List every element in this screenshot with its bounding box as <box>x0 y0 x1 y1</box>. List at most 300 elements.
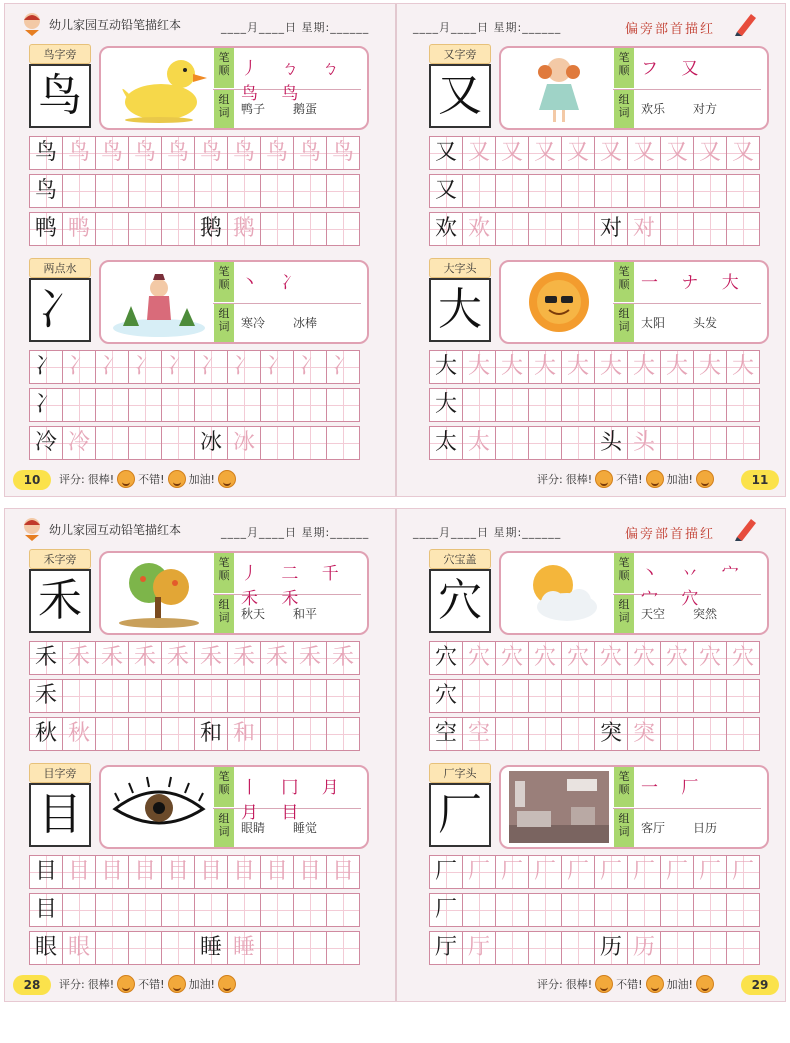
practice-row <box>429 426 769 460</box>
practice-cell: 禾 <box>128 641 162 675</box>
practice-cell: 穴 <box>594 641 628 675</box>
blank-practice-cell[interactable] <box>462 174 496 208</box>
practice-cell: 又 <box>561 136 595 170</box>
blank-practice-cell[interactable] <box>693 931 727 965</box>
blank-practice-cell[interactable] <box>693 174 727 208</box>
blank-practice-cell[interactable] <box>95 174 129 208</box>
practice-cell: 冫 <box>95 350 129 384</box>
practice-cell: 头 <box>627 426 661 460</box>
practice-cell: 对 <box>594 212 628 246</box>
rating-label: 不错! <box>138 978 165 991</box>
rating-label: 很棒! <box>87 978 115 991</box>
practice-cell: 厂 <box>528 855 562 889</box>
practice-cell: 大 <box>693 350 727 384</box>
page-header <box>5 513 391 545</box>
blank-practice-cell[interactable] <box>95 679 129 713</box>
rating-label: 加油! <box>188 473 215 486</box>
blank-practice-cell[interactable] <box>726 426 760 460</box>
practice-cell: 鸟 <box>29 174 63 208</box>
blank-practice-cell[interactable] <box>495 717 529 751</box>
blank-practice-cell[interactable] <box>693 212 727 246</box>
stroke-order: 丿 二 千 禾 禾 <box>241 564 348 609</box>
example-words <box>241 100 345 117</box>
practice-cell: 禾 <box>194 641 228 675</box>
blank-practice-cell[interactable] <box>260 212 294 246</box>
divider <box>213 303 361 304</box>
blank-practice-cell[interactable] <box>627 679 661 713</box>
smiley-face-icon[interactable] <box>595 470 613 488</box>
blank-practice-cell[interactable] <box>660 679 694 713</box>
practice-cell: 欢 <box>429 212 463 246</box>
practice-cell: 厂 <box>429 855 463 889</box>
blank-practice-cell[interactable] <box>561 893 595 927</box>
blank-practice-cell[interactable] <box>128 717 162 751</box>
snow-girl-picture <box>109 266 209 338</box>
practice-cell: 鸭 <box>29 212 63 246</box>
page-number: 11 <box>741 470 779 490</box>
practice-cell: 和 <box>227 717 261 751</box>
practice-cell: 穴 <box>627 641 661 675</box>
blank-practice-cell[interactable] <box>326 717 360 751</box>
page-header <box>399 513 785 545</box>
blank-practice-cell[interactable] <box>227 679 261 713</box>
page-28 <box>5 509 391 1001</box>
example-word: 天空 <box>641 607 666 621</box>
blank-practice-cell[interactable] <box>95 931 129 965</box>
stroke-order: フ 又 <box>641 59 708 79</box>
practice-cell: 空 <box>462 717 496 751</box>
blank-practice-cell[interactable] <box>227 893 261 927</box>
practice-cell: 眼 <box>62 931 96 965</box>
blank-practice-cell[interactable] <box>326 893 360 927</box>
blank-practice-cell[interactable] <box>227 388 261 422</box>
practice-cell: 大 <box>495 350 529 384</box>
radical-label: 穴宝盖 <box>429 549 491 569</box>
blank-practice-cell[interactable] <box>561 931 595 965</box>
date-line: ____月____日 星期:______ <box>413 21 562 34</box>
blank-practice-cell[interactable] <box>528 717 562 751</box>
blank-practice-cell[interactable] <box>260 388 294 422</box>
score-row <box>537 975 714 993</box>
smiley-face-icon[interactable] <box>646 470 664 488</box>
practice-cell: 厂 <box>660 855 694 889</box>
practice-cell: 欢 <box>462 212 496 246</box>
practice-cell: 厂 <box>594 855 628 889</box>
illustration-card <box>499 551 769 635</box>
smiley-face-icon[interactable] <box>218 975 236 993</box>
blank-practice-cell[interactable] <box>326 212 360 246</box>
word-group-tag: 组词 <box>614 595 634 633</box>
practice-cell: 睡 <box>227 931 261 965</box>
practice-cell: 厂 <box>726 855 760 889</box>
blank-practice-cell[interactable] <box>293 717 327 751</box>
blank-practice-cell[interactable] <box>161 212 195 246</box>
practice-cell: 鸟 <box>293 136 327 170</box>
blank-practice-cell[interactable] <box>128 212 162 246</box>
score-row <box>59 975 236 993</box>
divider <box>613 303 761 304</box>
practice-cell: 厂 <box>495 855 529 889</box>
stroke-order-tag: 笔顺 <box>214 262 234 302</box>
smiley-face-icon[interactable] <box>696 975 714 993</box>
blank-practice-cell[interactable] <box>528 893 562 927</box>
practice-row <box>29 931 369 965</box>
example-word: 对方 <box>693 102 718 116</box>
stroke-order: 丶 冫 <box>241 273 308 293</box>
example-word: 和平 <box>293 607 318 621</box>
blank-practice-cell[interactable] <box>293 893 327 927</box>
blank-practice-cell[interactable] <box>194 679 228 713</box>
page-number: 28 <box>13 975 51 995</box>
blank-practice-cell[interactable] <box>194 893 228 927</box>
blank-practice-cell[interactable] <box>627 388 661 422</box>
character-block <box>429 763 769 971</box>
blank-practice-cell[interactable] <box>293 679 327 713</box>
blank-practice-cell[interactable] <box>95 212 129 246</box>
blank-practice-cell[interactable] <box>726 174 760 208</box>
practice-cell: 历 <box>627 931 661 965</box>
practice-cell: 鸟 <box>62 136 96 170</box>
word-group-tag: 组词 <box>614 90 634 128</box>
practice-row <box>29 679 369 713</box>
practice-cell: 穴 <box>429 641 463 675</box>
example-word: 睡觉 <box>293 821 318 835</box>
smiley-face-icon[interactable] <box>168 470 186 488</box>
blank-practice-cell[interactable] <box>594 174 628 208</box>
smiley-face-icon[interactable] <box>117 975 135 993</box>
model-character: 鸟 <box>29 64 91 128</box>
practice-cell: 穴 <box>660 641 694 675</box>
stroke-order: 丨 冂 月 月 目 <box>241 778 348 823</box>
blank-practice-cell[interactable] <box>726 679 760 713</box>
blank-practice-cell[interactable] <box>293 388 327 422</box>
blank-practice-cell[interactable] <box>660 717 694 751</box>
blank-practice-cell[interactable] <box>528 931 562 965</box>
stroke-order: 丶 丷 宀 宀 穴 <box>641 564 748 609</box>
practice-cell: 穴 <box>462 641 496 675</box>
blank-practice-cell[interactable] <box>128 388 162 422</box>
blank-practice-cell[interactable] <box>293 212 327 246</box>
divider <box>613 808 761 809</box>
blank-practice-cell[interactable] <box>627 174 661 208</box>
practice-cell: 厂 <box>693 855 727 889</box>
practice-cell: 又 <box>693 136 727 170</box>
blank-practice-cell[interactable] <box>528 426 562 460</box>
blank-practice-cell[interactable] <box>161 893 195 927</box>
blank-practice-cell[interactable] <box>161 717 195 751</box>
practice-row <box>29 174 369 208</box>
practice-row <box>429 717 769 751</box>
blank-practice-cell[interactable] <box>528 388 562 422</box>
practice-row <box>29 641 369 675</box>
blank-practice-cell[interactable] <box>161 388 195 422</box>
blank-practice-cell[interactable] <box>693 893 727 927</box>
example-words <box>641 100 745 117</box>
practice-cell: 厂 <box>429 893 463 927</box>
page-number: 10 <box>13 470 51 490</box>
room-picture <box>509 771 609 843</box>
model-character: 目 <box>29 783 91 847</box>
blank-practice-cell[interactable] <box>128 679 162 713</box>
blank-practice-cell[interactable] <box>693 717 727 751</box>
practice-cell: 禾 <box>29 641 63 675</box>
blank-practice-cell[interactable] <box>128 931 162 965</box>
practice-cell: 目 <box>62 855 96 889</box>
example-word: 突然 <box>693 607 718 621</box>
date-line: ____月____日 星期:______ <box>221 526 370 539</box>
blank-practice-cell[interactable] <box>326 679 360 713</box>
blank-practice-cell[interactable] <box>495 388 529 422</box>
example-word: 鸭子 <box>241 102 266 116</box>
date-line: ____月____日 星期:______ <box>221 21 370 34</box>
practice-cell: 目 <box>227 855 261 889</box>
practice-cell: 禾 <box>95 641 129 675</box>
practice-cell: 目 <box>161 855 195 889</box>
blank-practice-cell[interactable] <box>726 893 760 927</box>
blank-practice-cell[interactable] <box>128 174 162 208</box>
blank-practice-cell[interactable] <box>161 679 195 713</box>
blank-practice-cell[interactable] <box>726 388 760 422</box>
blank-practice-cell[interactable] <box>660 388 694 422</box>
example-words <box>641 819 745 836</box>
smiley-face-icon[interactable] <box>595 975 613 993</box>
blank-practice-cell[interactable] <box>561 717 595 751</box>
blank-practice-cell[interactable] <box>495 212 529 246</box>
smiley-face-icon[interactable] <box>218 470 236 488</box>
blank-practice-cell[interactable] <box>95 426 129 460</box>
blank-practice-cell[interactable] <box>726 931 760 965</box>
model-character: 厂 <box>429 783 491 847</box>
practice-cell: 目 <box>29 855 63 889</box>
blank-practice-cell[interactable] <box>194 388 228 422</box>
blank-practice-cell[interactable] <box>660 426 694 460</box>
blank-practice-cell[interactable] <box>726 717 760 751</box>
blank-practice-cell[interactable] <box>194 174 228 208</box>
character-block <box>29 258 369 466</box>
blank-practice-cell[interactable] <box>161 174 195 208</box>
brand-title: 幼儿家园互动铅笔描红本 <box>49 18 182 32</box>
radical-label: 鸟字旁 <box>29 44 91 64</box>
blank-practice-cell[interactable] <box>726 212 760 246</box>
practice-cell: 目 <box>194 855 228 889</box>
example-word: 日历 <box>693 821 718 835</box>
word-group-tag: 组词 <box>614 304 634 342</box>
radical-label: 目字旁 <box>29 763 91 783</box>
blank-practice-cell[interactable] <box>495 426 529 460</box>
score-row <box>59 470 236 488</box>
pencil-icon <box>733 10 759 36</box>
score-label: 评分: <box>59 978 85 991</box>
blank-practice-cell[interactable] <box>326 388 360 422</box>
blank-practice-cell[interactable] <box>693 679 727 713</box>
score-label: 评分: <box>59 473 85 486</box>
practice-cell: 冰 <box>194 426 228 460</box>
practice-cell: 冫 <box>62 350 96 384</box>
blank-practice-cell[interactable] <box>293 931 327 965</box>
practice-row <box>29 855 369 889</box>
practice-cell: 和 <box>194 717 228 751</box>
sun-picture <box>509 266 609 338</box>
practice-row <box>429 212 769 246</box>
blank-practice-cell[interactable] <box>260 893 294 927</box>
pencil-icon <box>733 515 759 541</box>
smiley-face-icon[interactable] <box>646 975 664 993</box>
practice-cell: 禾 <box>29 679 63 713</box>
eye-picture <box>109 771 209 843</box>
blank-practice-cell[interactable] <box>495 931 529 965</box>
practice-cell: 鸟 <box>95 136 129 170</box>
practice-cell: 鸟 <box>29 136 63 170</box>
blank-practice-cell[interactable] <box>293 174 327 208</box>
blank-practice-cell[interactable] <box>95 893 129 927</box>
illustration-card <box>99 551 369 635</box>
practice-cell: 眼 <box>29 931 63 965</box>
blank-practice-cell[interactable] <box>293 426 327 460</box>
radical-label: 又字旁 <box>429 44 491 64</box>
blank-practice-cell[interactable] <box>95 717 129 751</box>
page-header <box>5 8 391 40</box>
practice-cell: 历 <box>594 931 628 965</box>
practice-cell: 大 <box>594 350 628 384</box>
blank-practice-cell[interactable] <box>260 174 294 208</box>
blank-practice-cell[interactable] <box>462 893 496 927</box>
brand-title: 幼儿家园互动铅笔描红本 <box>49 523 182 537</box>
blank-practice-cell[interactable] <box>660 893 694 927</box>
score-label: 评分: <box>537 473 563 486</box>
blank-practice-cell[interactable] <box>594 679 628 713</box>
blank-practice-cell[interactable] <box>326 426 360 460</box>
practice-cell: 又 <box>627 136 661 170</box>
blank-practice-cell[interactable] <box>128 426 162 460</box>
word-group-tag: 组词 <box>214 809 234 847</box>
stroke-order-tag: 笔顺 <box>614 262 634 302</box>
illustration-card <box>99 46 369 130</box>
blank-practice-cell[interactable] <box>227 174 261 208</box>
blank-practice-cell[interactable] <box>561 426 595 460</box>
blank-practice-cell[interactable] <box>528 174 562 208</box>
stroke-order-tag: 笔顺 <box>614 553 634 593</box>
practice-cell: 太 <box>462 426 496 460</box>
blank-practice-cell[interactable] <box>528 679 562 713</box>
practice-cell: 又 <box>528 136 562 170</box>
blank-practice-cell[interactable] <box>62 679 96 713</box>
blank-practice-cell[interactable] <box>260 679 294 713</box>
smiley-face-icon[interactable] <box>696 470 714 488</box>
practice-row <box>29 136 369 170</box>
blank-practice-cell[interactable] <box>627 893 661 927</box>
practice-cell: 又 <box>726 136 760 170</box>
blank-practice-cell[interactable] <box>660 174 694 208</box>
practice-cell: 鸟 <box>260 136 294 170</box>
smiley-face-icon[interactable] <box>117 470 135 488</box>
practice-cell: 鹅 <box>227 212 261 246</box>
blank-practice-cell[interactable] <box>528 212 562 246</box>
blank-practice-cell[interactable] <box>161 426 195 460</box>
practice-cell: 禾 <box>227 641 261 675</box>
practice-cell: 又 <box>462 136 496 170</box>
practice-cell: 鸟 <box>161 136 195 170</box>
blank-practice-cell[interactable] <box>260 426 294 460</box>
word-group-tag: 组词 <box>214 304 234 342</box>
practice-cell: 又 <box>429 136 463 170</box>
blank-practice-cell[interactable] <box>495 174 529 208</box>
blank-practice-cell[interactable] <box>95 388 129 422</box>
practice-cell: 又 <box>660 136 694 170</box>
blank-practice-cell[interactable] <box>62 893 96 927</box>
practice-cell: 大 <box>627 350 661 384</box>
practice-cell: 厂 <box>561 855 595 889</box>
blank-practice-cell[interactable] <box>62 174 96 208</box>
stroke-order-tag: 笔顺 <box>614 767 634 807</box>
practice-cell: 又 <box>495 136 529 170</box>
blank-practice-cell[interactable] <box>260 717 294 751</box>
stroke-order-tag: 笔顺 <box>214 767 234 807</box>
blank-practice-cell[interactable] <box>326 174 360 208</box>
practice-cell: 鸟 <box>128 136 162 170</box>
blank-practice-cell[interactable] <box>561 388 595 422</box>
blank-practice-cell[interactable] <box>660 212 694 246</box>
smiley-face-icon[interactable] <box>168 975 186 993</box>
blank-practice-cell[interactable] <box>594 893 628 927</box>
blank-practice-cell[interactable] <box>693 388 727 422</box>
blank-practice-cell[interactable] <box>62 388 96 422</box>
radical-label: 两点水 <box>29 258 91 278</box>
page-11 <box>399 4 785 496</box>
blank-practice-cell[interactable] <box>561 174 595 208</box>
practice-cell: 大 <box>726 350 760 384</box>
page-number: 29 <box>741 975 779 995</box>
blank-practice-cell[interactable] <box>462 679 496 713</box>
blank-practice-cell[interactable] <box>260 931 294 965</box>
practice-cell: 冫 <box>293 350 327 384</box>
rating-label: 很棒! <box>87 473 115 486</box>
rating-label: 加油! <box>666 473 693 486</box>
character-block <box>29 549 369 757</box>
blank-practice-cell[interactable] <box>561 212 595 246</box>
blank-practice-cell[interactable] <box>462 388 496 422</box>
book-spread-top <box>4 3 786 497</box>
practice-cell: 穴 <box>561 641 595 675</box>
blank-practice-cell[interactable] <box>660 931 694 965</box>
blank-practice-cell[interactable] <box>495 679 529 713</box>
series-title: 偏旁部首描红 <box>625 527 716 542</box>
practice-cell: 大 <box>561 350 595 384</box>
practice-cell: 厅 <box>462 931 496 965</box>
blank-practice-cell[interactable] <box>561 679 595 713</box>
practice-row <box>429 893 769 927</box>
model-character: 冫 <box>29 278 91 342</box>
radical-label: 大字头 <box>429 258 491 278</box>
practice-cell: 冫 <box>260 350 294 384</box>
practice-cell: 冫 <box>128 350 162 384</box>
blank-practice-cell[interactable] <box>594 388 628 422</box>
character-block <box>429 44 769 252</box>
blank-practice-cell[interactable] <box>128 893 162 927</box>
practice-row <box>29 388 369 422</box>
practice-cell: 突 <box>594 717 628 751</box>
example-words <box>641 605 745 622</box>
blank-practice-cell[interactable] <box>693 426 727 460</box>
blank-practice-cell[interactable] <box>161 931 195 965</box>
blank-practice-cell[interactable] <box>495 893 529 927</box>
example-word: 冰棒 <box>293 316 318 330</box>
practice-cell: 目 <box>29 893 63 927</box>
series-title: 偏旁部首描红 <box>625 22 716 37</box>
model-character: 穴 <box>429 569 491 633</box>
blank-practice-cell[interactable] <box>326 931 360 965</box>
practice-cell: 冫 <box>29 350 63 384</box>
example-words <box>241 605 345 622</box>
